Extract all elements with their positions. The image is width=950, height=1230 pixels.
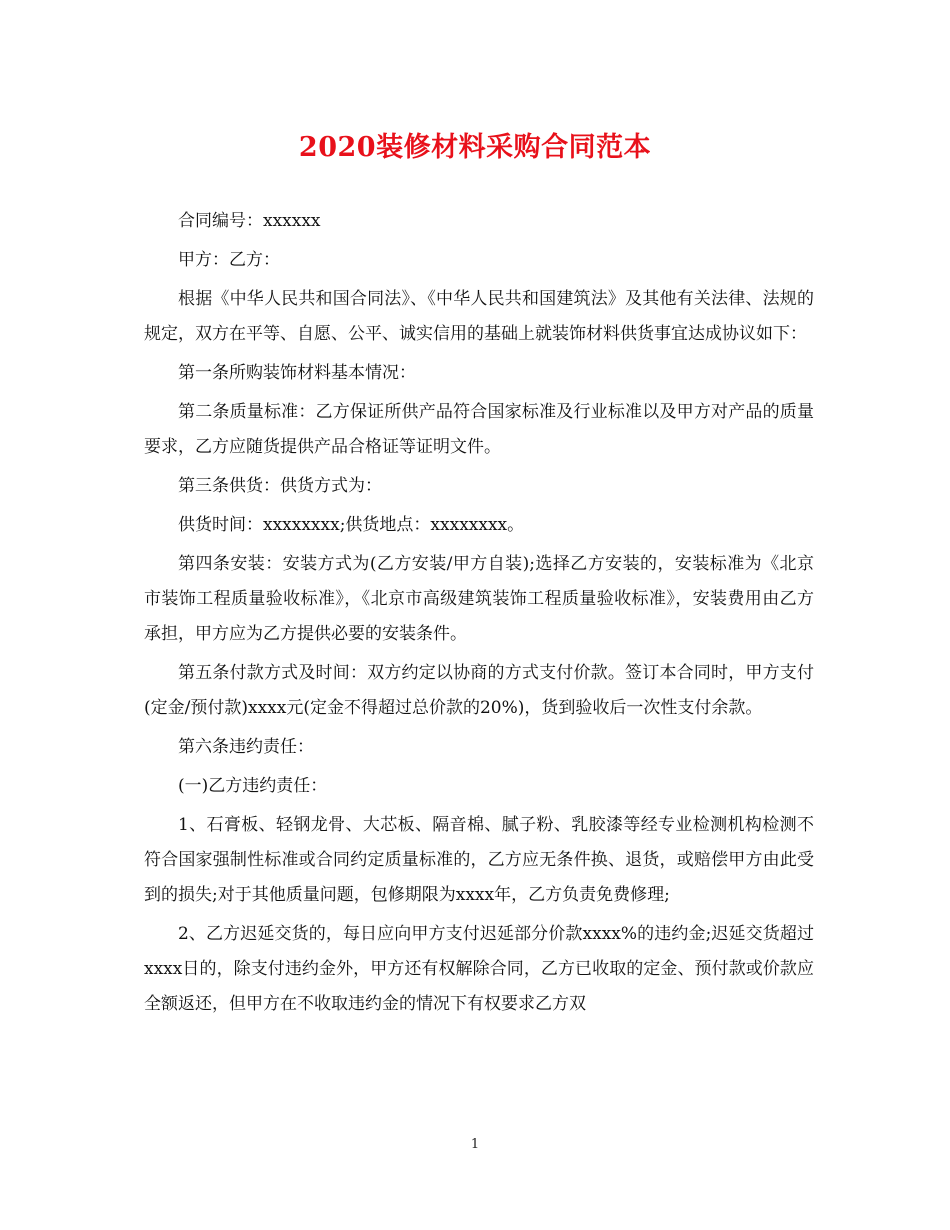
paragraph-article-5: 第五条付款方式及时间：双方约定以协商的方式支付价款。签订本合同时，甲方支付(定金/预付款)xxxx元(定金不得超过总价款的20%)，货到验收后一次性支付余款。: [144, 663, 814, 718]
paragraph-article-1: 第一条所购装饰材料基本情况：: [178, 363, 416, 383]
document-title: 2020装修材料采购合同范本: [298, 132, 652, 163]
paragraph-preamble: 根据《中华人民共和国合同法》、《中华人民共和国建筑法》及其他有关法律、法规的规定，双方在平等、自愿、公平、诚实信用的基础上就装饰材料供货事宜达成协议如下：: [144, 289, 814, 344]
page-number: 1: [470, 1137, 480, 1152]
paragraph-supply-time: 供货时间：xxxxxxxx;供货地点：xxxxxxxx。: [178, 515, 525, 535]
paragraph-article-6: 第六条违约责任：: [178, 737, 314, 757]
paragraph-clause-1: 1、石膏板、轻钢龙骨、大芯板、隔音棉、腻子粉、乳胶漆等经专业检测机构检测不符合国家强制性标准或合同约定质量标准的，乙方应无条件换、退货，或赔偿甲方由此受到的损失;对于其他质量问题，包修期限为xxxx年，乙方负责免费修理;: [144, 815, 814, 905]
document-body: [144, 204, 814, 1026]
paragraph-contract-number: 合同编号：xxxxxx: [178, 211, 321, 231]
paragraph-party-b-liability: (一)乙方违约责任：: [178, 776, 328, 796]
paragraph-clause-2: 2、乙方迟延交货的，每日应向甲方支付迟延部分价款xxxx%的违约金;迟延交货超过xxxx日的，除支付违约金外，甲方还有权解除合同，乙方已收取的定金、预付款或价款应全额返还，但甲方在不收取违约金的情况下有权要求乙方双: [144, 924, 814, 1014]
paragraph-parties: 甲方：乙方：: [178, 250, 280, 270]
paragraph-article-4: 第四条安装：安装方式为(乙方安装/甲方自装);选择乙方安装的，安装标准为《北京市装饰工程质量验收标准》，《北京市高级建筑装饰工程质量验收标准》，安装费用由乙方承担，甲方应为乙方提供必要的安装条件。: [144, 554, 814, 644]
paragraph-article-2: 第二条质量标准：乙方保证所供产品符合国家标准及行业标准以及甲方对产品的质量要求，乙方应随货提供产品合格证等证明文件。: [144, 402, 814, 457]
paragraph-article-3: 第三条供货：供货方式为：: [178, 476, 382, 496]
